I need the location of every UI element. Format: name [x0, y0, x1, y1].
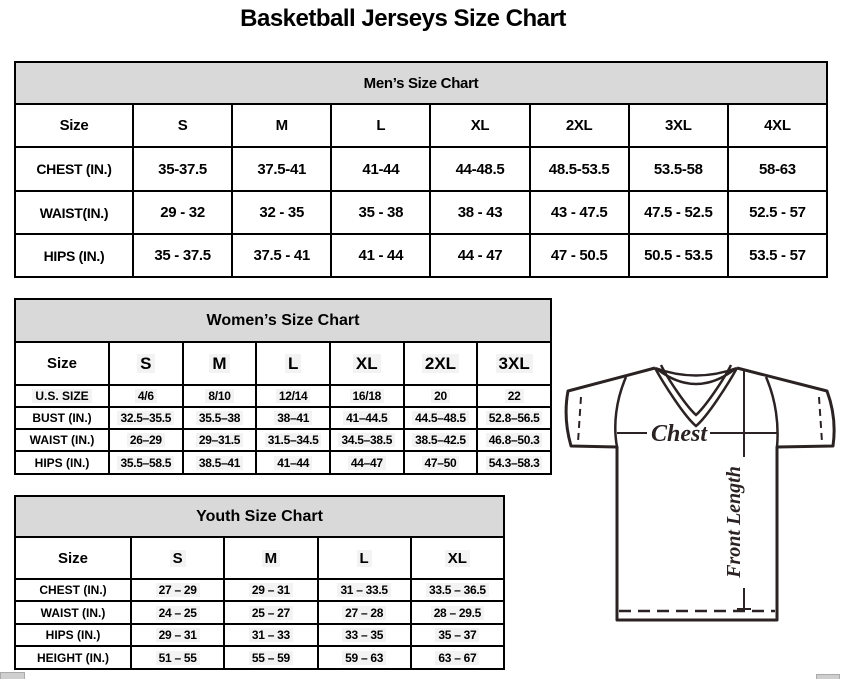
size-value: 47.5 - 52.5 — [629, 191, 728, 234]
size-value: 32.5–35.5 — [109, 407, 183, 429]
size-value: 8/10 — [183, 385, 257, 407]
size-value: 29 – 31 — [131, 624, 224, 646]
size-value: 35.5–58.5 — [109, 451, 183, 474]
row-label: WAIST (IN.) — [15, 429, 109, 451]
size-value: 12/14 — [256, 385, 330, 407]
table-row — [15, 234, 827, 277]
size-value: 51 – 55 — [131, 646, 224, 669]
col-header — [109, 342, 183, 385]
size-value: 16/18 — [330, 385, 404, 407]
size-value: 24 – 25 — [131, 601, 224, 624]
mens-table-title: Men’s Size Chart — [15, 62, 827, 104]
row-label: WAIST(IN.) — [15, 191, 133, 234]
size-value: 35.5–38 — [183, 407, 257, 429]
front-length-label: Front Length — [723, 466, 745, 578]
size-value: 20 — [404, 385, 478, 407]
size-value: 44.5–48.5 — [404, 407, 478, 429]
size-value: 37.5 - 41 — [232, 234, 331, 277]
size-value: 31.5–34.5 — [256, 429, 330, 451]
col-header — [183, 342, 257, 385]
size-value: 31 – 33 — [224, 624, 317, 646]
jersey-measurement-diagram — [557, 360, 843, 626]
table-row — [15, 104, 827, 147]
col-header: S — [131, 537, 224, 579]
size-value: 29 – 31 — [224, 579, 317, 601]
size-value: 38–41 — [256, 407, 330, 429]
womens-table-title: Women’s Size Chart — [15, 299, 551, 342]
col-header — [477, 342, 551, 385]
table-row — [15, 451, 551, 474]
col-header-label: XL — [353, 354, 381, 373]
col-header: M — [232, 104, 331, 147]
size-value: 52.5 - 57 — [728, 191, 827, 234]
size-value: 27 – 28 — [318, 601, 411, 624]
col-header: L — [331, 104, 430, 147]
size-value: 38.5–42.5 — [404, 429, 478, 451]
youth-size-table — [14, 495, 505, 670]
size-value: 35 – 37 — [411, 624, 504, 646]
col-header: Size — [15, 537, 131, 579]
size-value: 54.3–58.3 — [477, 451, 551, 474]
table-row — [15, 191, 827, 234]
size-value: 59 – 63 — [318, 646, 411, 669]
table-row — [15, 579, 504, 601]
size-value: 37.5-41 — [232, 147, 331, 191]
size-value: 41–44 — [256, 451, 330, 474]
size-value: 46.8–50.3 — [477, 429, 551, 451]
col-header: S — [133, 104, 232, 147]
row-label: BUST (IN.) — [15, 407, 109, 429]
size-value: 44–47 — [330, 451, 404, 474]
table-row — [15, 537, 504, 579]
table-row — [15, 147, 827, 191]
size-value: 25 – 27 — [224, 601, 317, 624]
size-value: 29 - 32 — [133, 191, 232, 234]
size-value: 55 – 59 — [224, 646, 317, 669]
col-header-label: 3XL — [496, 354, 533, 373]
col-header: L — [318, 537, 411, 579]
size-value: 47–50 — [404, 451, 478, 474]
chest-label: Chest — [650, 421, 708, 447]
page-title: Basketball Jerseys Size Chart — [240, 5, 566, 32]
size-value: 4/6 — [109, 385, 183, 407]
size-value: 53.5 - 57 — [728, 234, 827, 277]
row-label: CHEST (IN.) — [15, 579, 131, 601]
size-value: 35 - 38 — [331, 191, 430, 234]
col-header-label: M — [209, 354, 229, 373]
size-value: 43 - 47.5 — [530, 191, 629, 234]
col-header: Size — [15, 342, 109, 385]
row-label: HIPS (IN.) — [15, 451, 109, 474]
size-value: 31 – 33.5 — [318, 579, 411, 601]
col-header: M — [224, 537, 317, 579]
table-row — [15, 601, 504, 624]
size-value: 22 — [477, 385, 551, 407]
size-value: 47 - 50.5 — [530, 234, 629, 277]
col-header: 4XL — [728, 104, 827, 147]
row-label: U.S. SIZE — [15, 385, 109, 407]
mens-size-table — [14, 61, 828, 278]
size-value: 44 - 47 — [430, 234, 529, 277]
selection-handle-right[interactable] — [816, 674, 840, 679]
size-value: 32 - 35 — [232, 191, 331, 234]
col-header — [330, 342, 404, 385]
size-value: 33.5 – 36.5 — [411, 579, 504, 601]
size-value: 41-44 — [331, 147, 430, 191]
size-value: 33 – 35 — [318, 624, 411, 646]
size-value: 58-63 — [728, 147, 827, 191]
size-value: 38.5–41 — [183, 451, 257, 474]
sleeve-stitch-left — [578, 397, 581, 442]
col-header: 3XL — [629, 104, 728, 147]
col-header-label: 2XL — [422, 354, 459, 373]
size-value: 38 - 43 — [430, 191, 529, 234]
col-header-label: L — [285, 354, 301, 373]
table-header-row — [15, 62, 827, 104]
womens-size-table — [14, 298, 552, 475]
col-header: 2XL — [530, 104, 629, 147]
size-value: 41 - 44 — [331, 234, 430, 277]
row-label: HIPS (IN.) — [15, 624, 131, 646]
table-row — [15, 624, 504, 646]
col-header-label: S — [137, 354, 154, 373]
table-header-row — [15, 496, 504, 537]
jersey-outline — [566, 368, 834, 620]
youth-table-title: Youth Size Chart — [15, 496, 504, 537]
size-value: 26–29 — [109, 429, 183, 451]
table-row — [15, 342, 551, 385]
size-value: 53.5-58 — [629, 147, 728, 191]
size-value: 35-37.5 — [133, 147, 232, 191]
size-value: 34.5–38.5 — [330, 429, 404, 451]
row-label: HEIGHT (IN.) — [15, 646, 131, 669]
size-value: 52.8–56.5 — [477, 407, 551, 429]
size-value: 44-48.5 — [430, 147, 529, 191]
selection-handle-left[interactable] — [0, 672, 25, 679]
size-value: 41–44.5 — [330, 407, 404, 429]
size-value: 48.5-53.5 — [530, 147, 629, 191]
table-header-row — [15, 299, 551, 342]
size-value: 50.5 - 53.5 — [629, 234, 728, 277]
size-value: 27 – 29 — [131, 579, 224, 601]
table-row — [15, 407, 551, 429]
col-header — [404, 342, 478, 385]
table-row — [15, 429, 551, 451]
sleeve-seam-right — [766, 377, 778, 447]
col-header: Size — [15, 104, 133, 147]
size-value: 35 - 37.5 — [133, 234, 232, 277]
size-value: 29–31.5 — [183, 429, 257, 451]
sleeve-seam-left — [615, 377, 626, 447]
col-header: XL — [411, 537, 504, 579]
size-value: 63 – 67 — [411, 646, 504, 669]
size-value: 28 – 29.5 — [411, 601, 504, 624]
row-label: CHEST (IN.) — [15, 147, 133, 191]
col-header: XL — [430, 104, 529, 147]
sleeve-stitch-right — [819, 397, 822, 442]
col-header — [256, 342, 330, 385]
table-row — [15, 385, 551, 407]
table-row — [15, 646, 504, 669]
row-label: HIPS (IN.) — [15, 234, 133, 277]
row-label: WAIST (IN.) — [15, 601, 131, 624]
